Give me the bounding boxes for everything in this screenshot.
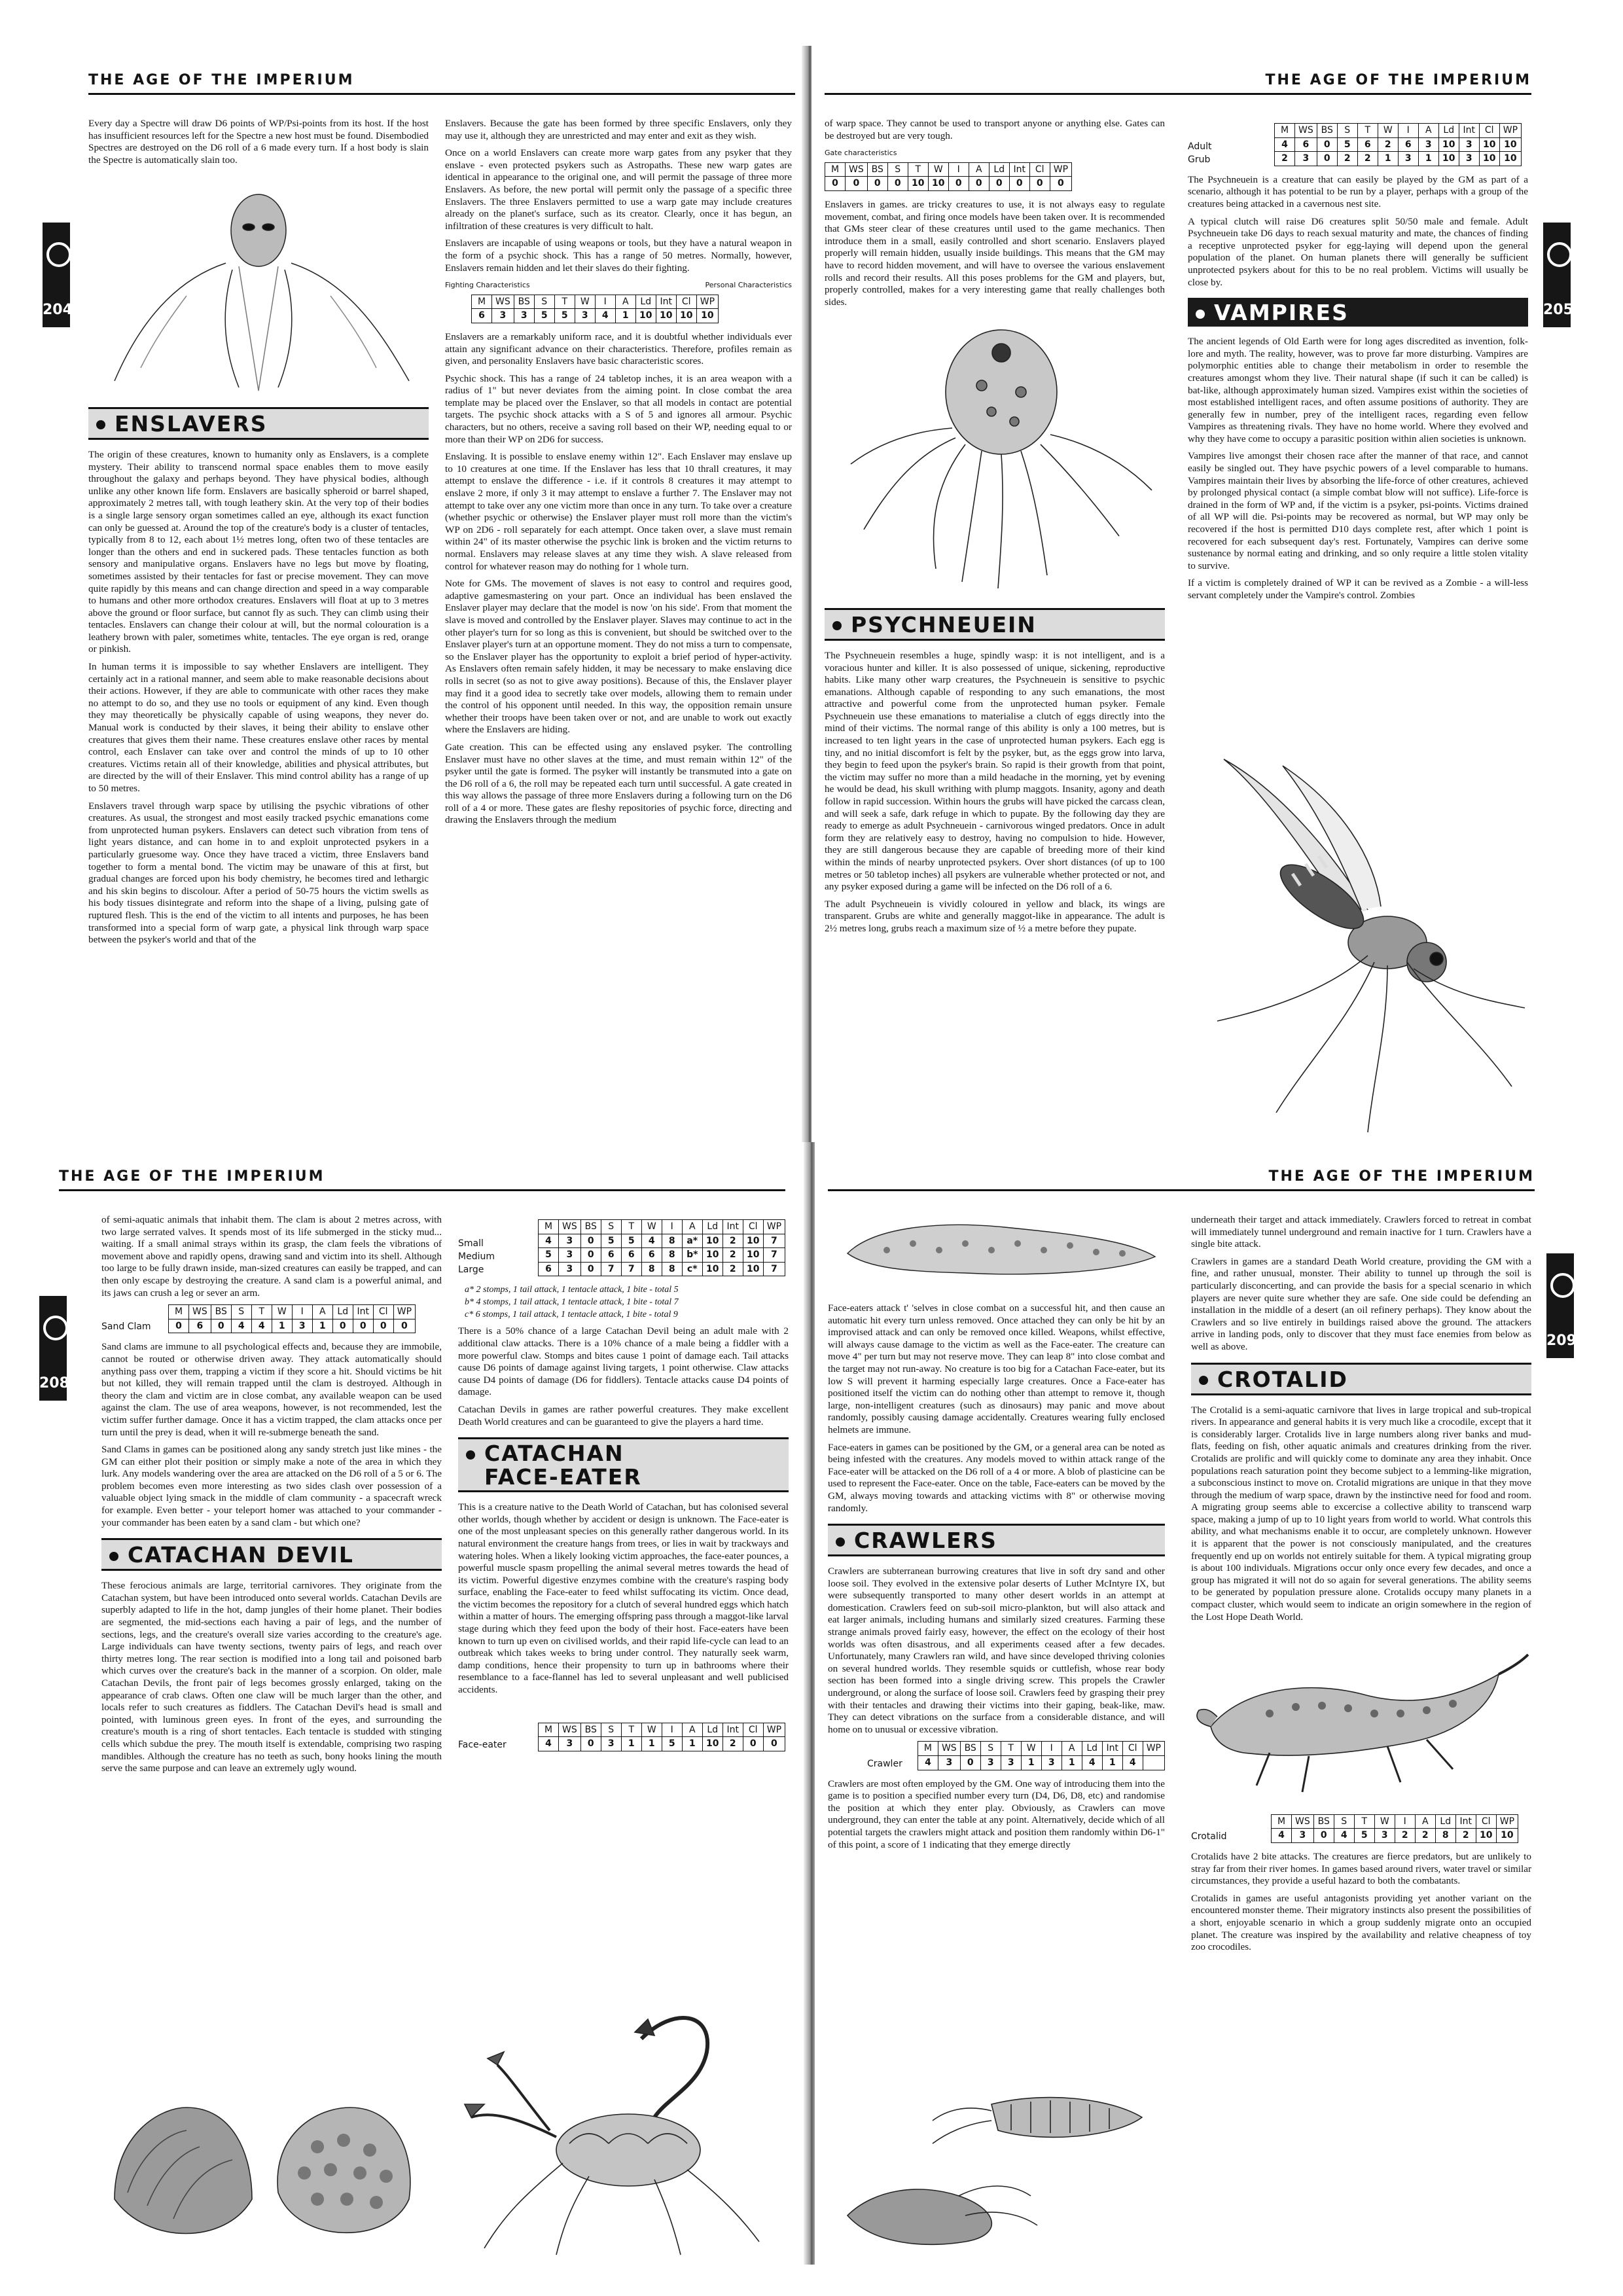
psychneuein-body-4: A typical clutch will raise D6 creatures split 50/50 male and female. Adult Psychneuein take D6 days to reach sexual maturity and mate, the chances of finding a receptive unprotected psyker for egg-laying will depend upon the general population of the planet. On human planets there will generally be sufficient unprotected psykers about for this to be no real problem. Victims will usually be close by. bbox=[1188, 215, 1528, 288]
running-head: THE AGE OF THE IMPERIUM bbox=[88, 72, 355, 88]
enslavers-body-3: Enslavers travel through warp space by utilising the psychic vibrations of other creatures. As usual, the strongest and most easily tracked psychic emanations come from unprotected human psykers. Enslavers can detect such vibration from tens of light years distance, and can home in to and exploit unprotected psykers in a particularly gruesome way. Once they have traced a victim, three Enslavers band together to form a mental bond. The victim may be unaware of this at first, but gradual changes are forced upon his body chemistry, he becomes tired and lethargic and his skin begins to discolour. After a period of 50-75 hours the victim swells as his body tissues disintegrate and reform into the shape of a living, pulsing gate of ruptured flesh. This is the end of the victim to all intents and purposes, he has been transformed into a special form of warp gate, a physical link through warp space between the psyker's world and that of the bbox=[88, 800, 429, 946]
section-heading-catachan-devil: CATACHAN DEVIL bbox=[101, 1538, 442, 1571]
vampires-body-3: If a victim is completely drained of WP it can be revived as a Zombie - a will-less servant completely under the Vampire's control. Zombies bbox=[1188, 577, 1528, 601]
note-for-gms: Note for GMs. The movement of slaves is not easy to control and requires good, adaptive gamesmastering on your part. Once an individual has been enslaved the Enslaver player may declare that the model is now 'on his side'. From that moment the slave is moved and controlled by the Enslaver player. Slaves may continue to act in the other player's turn for so long as this is convenient, but should be switched over to the Enslaver player's turn at an opportune moment. They do not miss a turn to compensate, so the Enslaver player has the opportunity to exploit a brief period of hyper-activity. As Enslavers often remain safely hidden, it may be necessary to make enslaving dice rolls in secret (so as not to give away positions). Because of this, the Enslaver player may find it a good idea to secretly take over models, allowing them to remain under the control of his opponent until needed. In this way, the opposition remain unsure whether their troops have been taken over or not, and are unable to work out exactly where the Enslavers are hiding. bbox=[445, 578, 792, 736]
psychneuein-illustration bbox=[1178, 746, 1531, 1139]
section-heading-face-eater: CATACHAN FACE-EATER bbox=[458, 1437, 789, 1492]
crawler-stat-table: M WS BS S T W I A Ld Int Cl WP 4 3 0 3 3 1 3 1 4 1 4 bbox=[918, 1741, 1165, 1770]
attack-note-b: b* 4 stomps, 1 tail attack, 1 tentacle attack, 1 bite - total 7 bbox=[465, 1297, 679, 1308]
gate-caption: Gate characteristics bbox=[825, 149, 897, 158]
page-number: 208 bbox=[39, 1375, 69, 1391]
column-left bbox=[828, 1302, 1165, 1856]
fighting-caption: Fighting Characteristics bbox=[445, 281, 530, 290]
section-heading-crawlers: CRAWLERS bbox=[828, 1524, 1165, 1556]
attack-note-a: a* 2 stomps, 1 tail attack, 1 tentacle attack, 1 bite - total 5 bbox=[465, 1285, 679, 1295]
face-eater-body: This is a creature native to the Death World of Catachan, but has colonised several other worlds, though whether by accident or design is unknown. The Face-eater is one of the most unpleasant species on this generally rather dangerous world. In its natural environment the creature hangs from trees, or lies in wait by trackways and watering holes. When a likely looking victim approaches, the face-eater pounces, a powerful muscle spasm propelling the animal several metres towards the head of its victim. Powerful digestive enzymes combine with the creature's rasping body surface, enabling the Face-eater to feed whilst suffocating its victim. Once dead, the victim becomes the repository for a clutch of several hundred eggs which hatch within a matter of hours. The emerging offspring pass through a maggot-like larval stage during which they feed upon the body of their host. Face-eaters have been known to turn up even on civilised worlds, and their rapid life-cycle can lead to an outbreak which takes weeks to bring under control. They naturally seek warm, damp conditions, hence their propensity to turn up in bathrooms where their resemblance to a face-flannel has led to several unpleasant and well publicised accidents. bbox=[458, 1501, 789, 1696]
psychic-shock-rule: Psychic shock. This has a range of 24 tabletop inches, it is an area weapon with a radius of 1" but never deviates from the aiming point. In close combat the area template may be placed over the Enslaver, so that all models in contact are potential targets. The psychic shock attacks with a S of 5 and ignores all armour. Psychic characters, but no others, receive a saving roll based on their WP, needing equal to or more than their WP on 2D6 for success. bbox=[445, 372, 792, 445]
crotalid-illustration bbox=[1191, 1628, 1531, 1805]
enslavers-body-7: Enslavers are a remarkably uniform race, and it is doubtful whether individuals ever attain any significant advance on their characteristics. Therefore, profiles remain as given, and personality Enslavers have basic characteristic scores. bbox=[445, 331, 792, 367]
header-rule bbox=[825, 93, 1531, 95]
catachan-devil-stat-table: M WS BS S T W I A Ld Int Cl WP 4 3 0 5 5 4 8 a* 10 2 10 7 5 3 0 6 6 6 8 b* 10 2 10 7 6 3 0 7 7 8 8 c* 10 2 10 7 bbox=[538, 1219, 785, 1276]
column-right bbox=[1188, 118, 1528, 607]
sand-clam-stat-block bbox=[101, 1304, 442, 1333]
bullet-icon bbox=[1196, 310, 1205, 319]
stat-header-row: M WS BS S T W I A Ld Int Cl WP bbox=[472, 295, 719, 309]
enslaver-stat-table bbox=[471, 295, 719, 323]
face-eater-rules: Face-eaters attack t' 'selves in close combat on a successful hit, and then cause an automatic hit every turn unless removed. Once attached they can only be hit by an improvised attack and can only be removed once killed. Weapons, whilst effective, will always cause damage to the victim as well as the Face-eater. The creature can move 4" per turn but may not reserve move. They can leap 8" into close combat and the target may not run-away. No creature is too big for a Catachan Face-eater, but its low S will prevent it harming especially large creatures. Once a Face-eater has positioned itself the victim can do nothing other than attempt to remove it, though large, non-intelligent creatures (such as dinosaurs) may panic and move about randomly, possibly causing damage accidentally. Creatures wearing fully enclosed helmets are immune. bbox=[828, 1302, 1165, 1435]
sand-clam-body-2: Sand clams are immune to all psychological effects and, because they are immobile, cannot be routed or otherwise driven away. They attack automatically should anything pass over them, trapping a victim if they score a hit. Should victims be hit but not killed, they will remain trapped until the clam is destroyed. Although in theory the clam and victim are in close combat, any available weapon can be used against the clam. The use of area weapons, however, is not recommended, lest the victim suffer further damage. Once it has a victim trapped, the clam attacks once per turn until the prey is dead, when it will re-submerge beneath the sand. bbox=[101, 1341, 442, 1438]
running-head: THE AGE OF THE IMPERIUM bbox=[1268, 1168, 1535, 1185]
bullet-icon bbox=[466, 1450, 475, 1460]
page-209 bbox=[815, 1142, 1577, 2265]
psychneuein-stat-table: M WS BS S T W I A Ld Int Cl WP 4 6 0 5 6 2 6 3 10 3 10 10 2 3 0 2 2 1 3 1 10 3 10 10 bbox=[1274, 123, 1522, 166]
sand-clam-label: Sand Clam bbox=[101, 1321, 151, 1333]
row-label-medium: Medium bbox=[458, 1251, 495, 1263]
row-label-large: Large bbox=[458, 1265, 484, 1276]
imperial-skull-icon bbox=[43, 1316, 68, 1340]
gate-creation-rule: Gate creation. This can be effected using any enslaved psyker. The controlling Enslaver must have no other slaves at the time, and must remain within 12" of the psyker until the gate is formed. The psyker will instantly be transmuted into a gate on the D6 roll of a 6, the roll may be repeated each turn until successful. A gate created in this way allows the passage of three more Enslavers during a following turn on the D6 roll of a 4 or more. These gates are fleshy repositories of psychic force, directing and drawing the Enslavers through the medium bbox=[445, 741, 792, 826]
enslavers-in-games: Enslavers in games. are tricky creatures to use, it is not always easy to regulate movement, combat, and firing once models have been taken over. It is recommended that GMs steer clear of these creatures until used to the game mechanics. Then introduce them in a small, easily controlled and short scenario. Enslavers played properly will remain hidden, usually inside buildings. This means that the GM may have to record hidden movement, and will have to oversee the various enslavement rolls and record their results. All this poses problems for the GM and players, but, properly controlled, makes for a very interesting game that really challenges both sides. bbox=[825, 198, 1165, 308]
section-heading-vampires: VAMPIRES bbox=[1188, 298, 1528, 327]
bullet-icon bbox=[96, 420, 105, 429]
page-number: 205 bbox=[1543, 302, 1573, 318]
page-tab bbox=[1543, 223, 1571, 327]
enslavers-body-2: In human terms it is impossible to say whether Enslavers are intelligent. They certainly act in a rational manner, and seem able to make reasonable decisions about their actions. However, if they are able to communicate with other races they make no attempt to do so, and they use no tools or equipment of any kind. Even though they may theoretically be physically capable of using weapons, they never do. Manual work is conducted by their slaves, it being their ability to enslave other creatures that gives them their name. These creatures enslave other races by mental control, each Enslaver can take over and control the minds of up to 10 other creatures. Victims retain all of their knowledge, abilities and physical attributes, but are directed by the will of their Enslaver. This mind control ability has a range of up to 50 metres. bbox=[88, 661, 429, 794]
column-left bbox=[101, 1214, 442, 1780]
gate-paragraph: of warp space. They cannot be used to transport anyone or anything else. Gates can be destroyed but are very tough. bbox=[825, 118, 1165, 141]
crawlers-body-1: Crawlers are subterranean burrowing creatures that live in soft dry sand and other loose soil. They evolved in the extensive polar deserts of Luther McIntyre IX, but were subsequently transported to many other desert worlds in an attempt at domestication. Crawlers feed on sub-soil micro-plankton, but will also attack and eat larger animals, including humans and similarly sized creatures. Farming these strange animals proved fairly easy, however, the effect on the ecology of their host worlds was often disastrous, and all experiments ceased after a few decades. Unfortunately, many Crawlers ran wild, and have since developed thriving colonies on several hundred worlds. They resemble squids or cuttlefish, whose rear body section has been formed into a single driving screw. This propels the Crawler underground, or along the surface of loose soil. Crawlers feed by grasping their prey with their tentacles and drawing their victims into their gaping, beak-like, maw. They can detect vibrations on the surface from a considerable distance, and will home on to unusual or excessive vibration. bbox=[828, 1566, 1165, 1735]
imperial-skull-icon bbox=[46, 242, 71, 267]
column-left bbox=[88, 118, 429, 952]
face-eater-illustration bbox=[834, 1208, 1168, 1286]
sand-clam-stat-table: M WS BS S T W I A Ld Int Cl WP 0 6 0 4 4 1 3 1 0 0 0 0 bbox=[168, 1304, 416, 1333]
row-label-adult: Adult bbox=[1188, 141, 1212, 152]
crotalid-body-1: The Crotalid is a semi-aquatic carnivore that lives in large tropical and sub-tropical rivers. In appearance and general habits it is very much like a crocodile, except that it is considerably larger. Crotalids live in large numbers along river banks and mud-flats, feeding on fish, other aquatic animals and creatures drinking from the river. Crotalids are prolific and will quickly come to dominate any area they inhabit. Once populations reach saturation point they become subject to a lemming-like migration, a subconscious instinct to move on. Crotalid migrations are unique in that they move through the medium of warp space, drawn by the instinctive need for food and room. A migrating group seems able to excercise a collective ability to transcend warp space, making a jump of up to 10 light years from world to world. What controls this ability, and what mechanisms enable it to occur, are completely unknown. However it is apparent that the power is not consciously manipulated, and the creatures frequently end up on worlds not entirely suitable for them. A typical migrating group is about 100 individuals. Migrations occur only once every few decades, and once a group has migrated it will not do so again for several generations. The ability seems to be generated by population pressure alone. Crotalids occupy many planets in a compact cluster, which would seem to indicate an origin somewhere in the region of the Lost Hope Death World. bbox=[1191, 1404, 1531, 1623]
page-number: 204 bbox=[43, 302, 73, 318]
imperial-skull-icon bbox=[1547, 242, 1572, 267]
crotalid-label: Crotalid bbox=[1191, 1831, 1227, 1842]
catachan-devil-illustration bbox=[458, 2000, 785, 2261]
page-205 bbox=[812, 46, 1573, 1165]
attack-note-c: c* 6 stomps, 1 tail attack, 1 tentacle attack, 1 bite - total 9 bbox=[465, 1310, 678, 1320]
psychneuein-body-3: The Psychneuein is a creature that can easily be played by the GM as part of a scenario, although it has potential to be run by a player, perhaps with a group of the creatures being attacked in a cavernous nest site. bbox=[1188, 173, 1528, 209]
enslaver-illustration bbox=[825, 314, 1165, 595]
stat-captions bbox=[445, 279, 792, 292]
page-208 bbox=[39, 1142, 805, 2265]
column-left bbox=[825, 118, 1165, 941]
page-tab bbox=[39, 1296, 67, 1401]
bullet-icon bbox=[109, 1552, 118, 1561]
spectre-paragraph: Every day a Spectre will draw D6 points of WP/Psi-points from its host. If the host has insufficient resources left for the Spectre a new host must be found. Disembodied Spectres are destroyed on the D6 roll of a 6 made every turn. If a host body is slain the Spectre is automatically slain too. bbox=[88, 118, 429, 166]
face-eaters-in-games: Face-eaters in games can be positioned by the GM, or a general area can be noted as being infested with the creatures. Any models moved to within attack range of the Face-eater will be attacked on the D6 roll of a 4 or more. A blob of plasticine can be used to represent the Face-eater. Once on the table, Face-eaters can be moved by the GM, always moving towards and attacking victims with 8" or otherwise moving randomly. bbox=[828, 1441, 1165, 1514]
catachan-devil-stat-block bbox=[458, 1219, 789, 1276]
crawler-illustration bbox=[834, 2085, 1162, 2255]
header-rule bbox=[59, 1189, 785, 1191]
psychneuein-stat-block bbox=[1188, 123, 1528, 166]
bullet-icon bbox=[836, 1537, 845, 1547]
section-heading-psychneuein: PSYCHNEUEIN bbox=[825, 608, 1165, 641]
page-number: 209 bbox=[1546, 1333, 1577, 1349]
psychneuein-body-1: The Psychneuein resembles a huge, spindly wasp: it is not intelligent, and is a voracious hunter and killer. It is also possessed of unique, sickening, reproductive habits. Like many other warp creatures, the Psychneuein is sensitive to psychic emanations. Although capable of responding to any such emanations, the most attractive and powerful come from the unprotected human psyker. Female Psychneuein use these emanations to materialise a clutch of eggs directly into the mind of their victims. The normal range of this ability is only a 100 metres, but is increased to ten light years in the case of unprotected human psykers. Each egg is tiny, and no initial discomfort is felt by the psyker, but, as the eggs grow into larva, they begin to feed upon the psyker's brain. So rapid is their growth from that point, the victim may suffer no more than a mild headache in the morning, yet by evening he would be dead, his skull writhing with plump maggots. Insanity, agony and death follow in rapid succession. Within hours the grubs will have picked the carcass clean, and will seek a safe, dark refuge in which to pupate. By the following day they are ready to emerge as adult Psychneuein - carnivorous winged predators. Once in adult form they are relatively easy to destroy, having no compulsion to hide. However, they are still dangerous because they are capable of breeding more of their kind within the minds of nearby unprotected psykers. Over short distances (of up to 100 metres or 50 tabletop inches) all psykers are vulnerable whether protected or not, and any psyker exposed during a game will be infected on the D6 roll of a 6. bbox=[825, 649, 1165, 893]
bullet-icon bbox=[1199, 1376, 1208, 1385]
column-right bbox=[445, 118, 792, 832]
row-label-small: Small bbox=[458, 1238, 484, 1249]
enslaving-rule: Enslaving. It is possible to enslave enemy within 12". Each Enslaver may enslave up to 10 creatures at one time. If the Enslaver has less that 10 thrall creatures, it may attempt to enslave the difference - i.e. if it controls 8 creatures it may attempt to enslave 2 more, if only 3 it may attempt to enslave a further 7. The Enslaver may not attempt to take over any one victim more than once in any turn. To take over a creature (whether psychic or otherwise) the Enslaver player must roll more than the victim's WP on 2D6 - roll separately for each attempt. Once taken over, a slave must remain within 24" of its master otherwise the psychic link is broken and the victim returns to normal. Enslavers may release slaves at any time they wish. A slave released from control for whatever reason may do nothing for 1 whole turn. bbox=[445, 451, 792, 572]
crotalids-in-games: Crotalids in games are useful antagonists providing yet another variant on the encountered monster theme. Their migratory instincts also present the possibilities of a short, enjoyable scenario in which a group suddenly migrate onto an occupied planet. The creature was inspired by the availability and relative cheapness of toy zoo crocodiles. bbox=[1191, 1892, 1531, 1953]
header-rule bbox=[88, 93, 795, 95]
column-right bbox=[1191, 1214, 1531, 1959]
sand-clam-illustration bbox=[101, 2094, 429, 2258]
page-204 bbox=[43, 46, 808, 1165]
enslavers-body-5: Once on a world Enslavers can create more warp gates from any psyker that they enslave - even protected psykers such as Astropaths. These new warp gates are identical in appearance to the original one, and will permit the passage of three more Enslavers. As before, the new portal will permit only the passage of a specific three Enslavers. The three Enslavers permitted to use a warp gate may include creatures already on the planet's surface, such as its creator. Clearly, once it has begun, an infiltration of these creatures is very difficult to halt. bbox=[445, 147, 792, 232]
page-tab bbox=[1546, 1253, 1577, 1358]
page-tab bbox=[43, 223, 73, 327]
catachan-devils-in-games: Catachan Devils in games are rather powerful creatures. They make excellent Death World creatures and can be guaranteed to give the players a hard time. bbox=[458, 1403, 789, 1427]
face-eater-stat-block bbox=[458, 1723, 789, 1751]
catachan-devil-body: These ferocious animals are large, territorial carnivores. They originate from the Catachan system, but have been introduced onto several worlds. Catachan Devils are superbly adapted to life in the hot, damp jungles of their home planet. Their bodies are segmented, the mid-sections each having a pair of legs, and the number of sections, legs, and the creature's overall size varies according to the creature's age. Large individuals can have twenty sections, twenty pairs of legs, and reach over thirty metres long. The rear section is modified into a long tail and poisoned barb which curves over the creature's back in the manner of a scorpion. On older, male Catachan Devils, the front pair of legs becomes grossly enlarged, taking on the appearance of crab claws. Often one claw will be much larger than the other, and locals refer to such creatures as fiddlers. The Catachan Devil's head is small and pointed, with luminous green eyes. In front of the eyes, and surrounding the creature's mouth is a ring of short tentacles. Each tentacle is studded with stinging cells which subdue the prey. The mouth itself is extendable, comprising two rasping mandibles. Although the creature has no teeth as such, bony hooks lining the mouth serve the same purpose and can leave an extremely ugly wound. bbox=[101, 1580, 442, 1774]
crotalid-body-2: Crotalids have 2 bite attacks. The creatures are fierce predators, but are unlikely to stray far from their river homes. In games based around rivers, water travel or similar circumstances, they provide a useful hazard to both the combatants. bbox=[1191, 1851, 1531, 1887]
row-label-grub: Grub bbox=[1188, 154, 1211, 165]
running-head: THE AGE OF THE IMPERIUM bbox=[1265, 72, 1531, 88]
crawler-label: Crawler bbox=[867, 1758, 902, 1769]
face-eater-label: Face-eater bbox=[458, 1739, 507, 1750]
enslavers-body-4: Enslavers. Because the gate has been formed by three specific Enslavers, only they may use it, although they are unrestricted and may enter and exit as they wish. bbox=[445, 118, 792, 141]
gate-stat-table: M WS BS S T W I A Ld Int Cl WP 0 0 0 0 10 10 0 0 0 0 0 0 bbox=[825, 162, 1072, 191]
column-right bbox=[458, 1214, 789, 1759]
catachan-devil-rules: There is a 50% chance of a large Catachan Devil being an adult male with 2 additional claw attacks. There is a 10% chance of a male being a fiddler with a more powerful claw. Stomps and bites cause 1 point of damage each. Tail attacks cause D6 points of damage against living targets, 1 point otherwise. Claw attacks cause D4 points of damage (D6 for fiddlers). Tentacle attacks cause D4 points of damage. bbox=[458, 1325, 789, 1398]
enslavers-body-1: The origin of these creatures, known to humanity only as Enslavers, is a complete mystery. Their ability to transcend normal space enables them to move easily throughout the galaxy and perhaps beyond. They have physical bodies, although unlike any other known life form. Enslavers are basically spheroid or barrel shaped, approximately 2 metres tall, with tough leathery skin. At the very top of their bodies is a single large sensory organ sometimes called an eye, although its exact function can only be guessed at. Around the top of the creature's body is a cluster of tentacles, typically from 8 to 12, each about 1½ metres long, often two of these tentacles are longer than the others and end in suckered pads. These tentacles function as both sensory and manipulative organs. Enslavers have no legs but move by floating, sometimes assisted by their tentacles for fast or precise movement. They can move quite rapidly by this means and can change direction and speed in a way comparable to humans and other more orthodox creatures. Enslavers will float at up to 3 metres above the ground or floor surface, but cannot fly as such. They can climb using their tentacles. Enslavers can change their colour at will, but the normal colouration is a leathery brown with paler, sometimes white, tentacles. The eye organ is red, orange or pinkish. bbox=[88, 448, 429, 655]
imperial-skull-icon bbox=[1550, 1273, 1575, 1298]
header-rule bbox=[828, 1189, 1535, 1191]
sand-clams-in-games: Sand Clams in games can be positioned along any sandy stretch just like mines - the GM can either plot their position or simply make a note of the area in which they lurk. Any models wandering over the area are attacked on the D6 roll of a 5 or 6. The problem becomes even more interesting as two sides clash over possession of a valuable object lying smack in the middle of clam community - a spacecraft wreck for example. Even better - your teleport homer was attached to your commander - your commander has been eaten by a sand clam - but which one? bbox=[101, 1444, 442, 1528]
stat-value-row: 6 3 3 5 5 3 4 1 10 10 10 10 bbox=[472, 309, 719, 323]
sand-clam-body-1: of semi-aquatic animals that inhabit them. The clam is about 2 metres across, with two large serrated valves. It spends most of its life submerged in the sticky mud... waiting. If a small animal strays within its grasp, the clam feels the vibrations of movement above and rapidly opens, drawing sand and victim into its shell. Although too large to be fully drawn inside, man-sized creatures can easily be trapped, and can then only escape by destroying the creature. A sand clam is a powerful animal, and its jaws can crush a leg or sever an arm. bbox=[101, 1214, 442, 1299]
psychneuein-body-2: The adult Psychneuein is vividly coloured in yellow and black, its wings are transparent. Grubs are white and generally maggot-like in appearance. The adult is 2½ metres long, grubs reach a maximum size of ½ a metre before they pupate. bbox=[825, 898, 1165, 934]
crawlers-in-games: Crawlers in games are a standard Death World creature, providing the GM with a fine, and rather unusual, monster. Their ability to tunnel up through the soil is particularly disconcerting, and can provide the basis for a special scenario in which players are never quite sure whether they are safe. One side could be defending an installation in the middle of a desert (an oil refinery perhaps). They know about the Crawlers and so live entirely in buildings raised above the ground. The attackers arrive in landing pods, only to discover that they must face enemies from below as well as above. bbox=[1191, 1255, 1531, 1352]
crawler-stat-block bbox=[867, 1741, 1165, 1770]
crotalid-stat-block bbox=[1191, 1814, 1531, 1843]
enslavers-body-6: Enslavers are incapable of using weapons or tools, but they have a natural weapon in the form of a psychic shock. This has a range of 50 metres. Normally, however, Enslavers remain hidden and let their slaves do their fighting. bbox=[445, 238, 792, 274]
crotalid-stat-table: M WS BS S T W I A Ld Int Cl WP 4 3 0 4 5 3 2 2 8 2 10 10 bbox=[1271, 1814, 1518, 1843]
face-eater-stat-table: M WS BS S T W I A Ld Int Cl WP 4 3 0 3 1 1 5 1 10 2 0 0 bbox=[538, 1723, 785, 1751]
section-heading-crotalid: CROTALID bbox=[1191, 1363, 1531, 1395]
running-head: THE AGE OF THE IMPERIUM bbox=[59, 1168, 325, 1185]
vampires-body-1: The ancient legends of Old Earth were for long ages discredited as invention, folk-lore and myth. The reality, however, was to prove far more disturbing. Vampires are polymorphic entities able to change their metabolism in order to resemble the creatures amongst whom they live. Their natural shape (if such it can be called) is bat-like, although approximately human sized. Vampires exist within the societies of most established intelligent races, and often assume positions of authority. They are generally few in number, prey of the intelligent races, regarding even fellow Vampires as threatening rivals. They have no home world. Where they evolved and why they have come to occupy a parasitic position within alien societies is unknown. bbox=[1188, 336, 1528, 444]
bullet-icon bbox=[832, 621, 842, 630]
personal-caption: Personal Characteristics bbox=[705, 281, 792, 290]
spectre-illustration bbox=[88, 171, 429, 394]
crawlers-body-3: underneath their target and attack immediately. Crawlers forced to retreat in combat will immediately tunnel underground and remain inactive for 1 turn. Crawlers have a single bite attack. bbox=[1191, 1214, 1531, 1250]
section-heading-enslavers: ENSLAVERS bbox=[88, 407, 429, 440]
vampires-body-2: Vampires live amongst their chosen race after the manner of that race, and cannot easily be singled out. They have psychic powers of a level comparable to humans. Vampires maintain their lives by absorbing the life-force of other creatures, achieved by prolonged physical contact (a simple combat blow will not suffice). Life-force is drained in the form of WP and, if the victim is a psyker, psi-points. Victims drained of all WP will die. Psi-points may be recovered as normal, but WP may only be recovered if the host is permitted D10 days complete rest, after which 1 point is recovered for each subsequent day's rest. Fortunately, Vampires can derive some sustenance by normal eating and drinking, and so only require a little stolen vitality to survive. bbox=[1188, 450, 1528, 571]
crawlers-body-2: Crawlers are most often employed by the GM. One way of introducing them into the game is to position a specified number every turn (D4, D6, D8, etc) and randomise the position at which they enter play. Obviously, as Crawlers can move underground, they can enter the table at any point. Alternatively, decide which of all potential targets the crawlers might attack and position them randomly within D6-1" of this point, a score of 1 indicating that they emerge directly bbox=[828, 1778, 1165, 1850]
